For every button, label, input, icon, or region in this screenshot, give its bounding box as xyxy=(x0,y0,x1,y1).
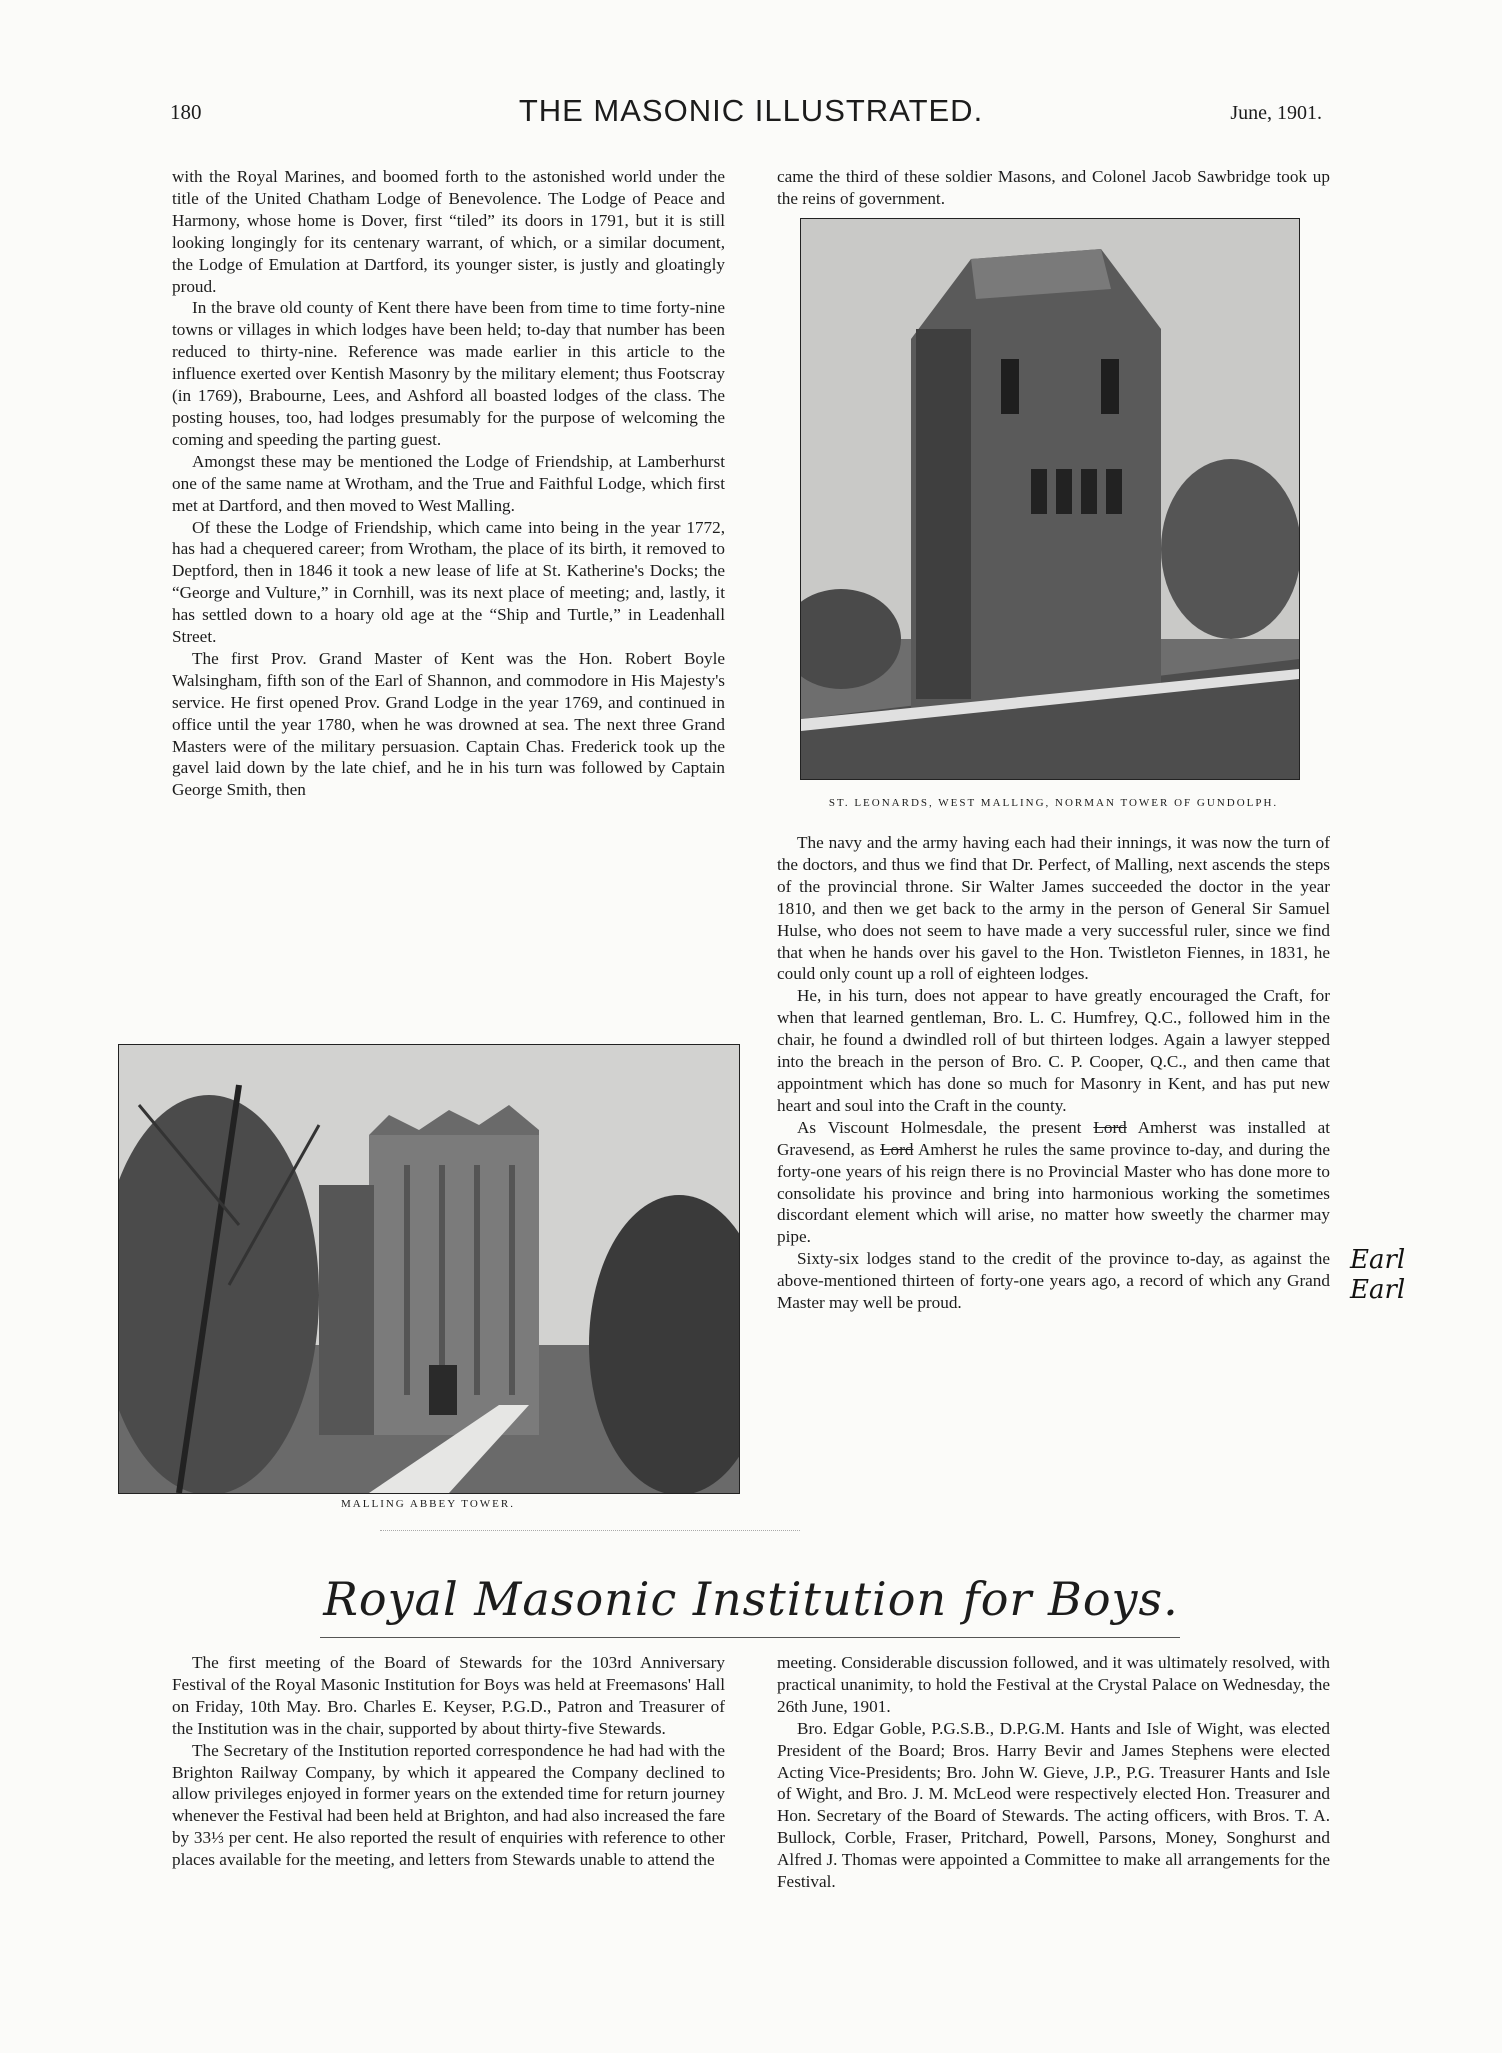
heading-underline xyxy=(320,1637,1180,1638)
malling-abbey-tower-photo xyxy=(118,1044,740,1494)
article-paragraph: The navy and the army having each had their innings, it was now the turn of the doctors, and thus we find that Dr. Perfect, of Malling, next ascends the steps of the provincial throne. Sir Walter James succeeded the doctor in the year 1810, and then we get back to the army in the person of General Sir Samuel Hulse, who does not seem to have made a very successful ruler, since we find that when he hands over his gavel to the Hon. Twistleton Fiennes, in 1831, he could only count up a roll of eighteen lodges. xyxy=(777,833,1330,984)
article-paragraph: with the Royal Marines, and boomed forth to the astonished world under the title of the United Chatham Lodge of Benevolence. The Lodge of Peace and Harmony, whose home is Dover, first “tiled” its doors in 1791, but it is still looking longingly for its centenary warrant, of which, or a similar document, the Lodge of Emulation at Dartford, its younger sister, is justly and gloatingly proud. xyxy=(172,167,725,296)
article-right-intro xyxy=(777,166,1330,210)
margin-note-earl: Earl xyxy=(1350,1275,1406,1305)
article-paragraph: He, in his turn, does not appear to have greatly encouraged the Craft, for when that learned gentleman, Bro. L. C. Humfrey, Q.C., followed him in the chair, he found a dwindled roll of but thirteen lodges. Again a lawyer stepped into the breach in the person of Bro. C. P. Cooper, Q.C., and then came that appointment which has done so much for Masonry in Kent, and has put new heart and soul into the Craft in the county. xyxy=(777,986,1330,1115)
divider-rule xyxy=(380,1530,800,1531)
issue-date: June, 1901. xyxy=(1230,102,1322,124)
section-paragraph: Bro. Edgar Goble, P.G.S.B., D.P.G.M. Hants and Isle of Wight, was elected President of the Board; Bros. Harry Bevir and James Stephens were elected Acting Vice-Presidents; Bro. John W. Gieve, J.P., P.G. Treasurer Hants and Isle of Wight, and Bro. J. M. McLeod were respectively elected Hon. Treasurer and Hon. Secretary of the Board of Stewards. The acting officers, with Bros. T. A. Bullock, Corble, Fraser, Pritchard, Powell, Parsons, Money, Songhurst and Alfred J. Thomas were appointed a Committee to make all arrangements for the Festival. xyxy=(777,1718,1330,1892)
article-paragraph: Of these the Lodge of Friendship, which came into being in the year 1772, has had a chequered career; from Wrotham, the place of its birth, it removed to Deptford, then in 1846 it took a new lease of life at St. Katherine's Docks; the “George and Vulture,” in Cornhill, was its next place of meeting; and, lastly, it has settled down to a hoary old age at the “Ship and Turtle,” in Leadenhall Street. xyxy=(172,517,725,647)
section-paragraph: meeting. Considerable discussion followed, and it was ultimately resolved, with practical unanimity, to hold the Festival at the Crystal Palace on Wednesday, the 26th June, 1901. xyxy=(777,1653,1330,1716)
margin-note-earl: Earl xyxy=(1350,1245,1406,1275)
malling-abbey-caption: MALLING ABBEY TOWER. xyxy=(341,1498,515,1510)
struck-word: Lord xyxy=(880,1139,914,1159)
article-paragraph: Sixty-six lodges stand to the credit of the province to-day, as against the above-mentioned thirteen of forty-one years ago, a record of which any Grand Master may well be proud. xyxy=(777,1249,1330,1313)
section-paragraph: The Secretary of the Institution reported correspondence he had had with the Brighton Railway Company, by which it appeared the Company declined to allow privileges enjoyed in former years on the extended time for return journey whenever the Festival had been held at Brighton, and had also increased the fare by 33⅓ per cent. He also reported the result of enquiries with reference to other places available for the meeting, and letters from Stewards unable to attend the xyxy=(172,1740,725,1870)
article-paragraph: Amongst these may be mentioned the Lodge of Friendship, at Lamberhurst one of the same name at Wrotham, and the True and Faithful Lodge, which first met at Dartford, and then moved to West Malling. xyxy=(172,451,725,515)
section-left-column xyxy=(172,1652,725,1871)
masthead-title: THE MASONIC ILLUSTRATED. xyxy=(518,93,984,128)
section-right-column xyxy=(777,1652,1330,1893)
st-leonards-tower-photo xyxy=(800,218,1300,780)
struck-word: Lord xyxy=(1093,1117,1127,1137)
article-paragraph: The first Prov. Grand Master of Kent was the Hon. Robert Boyle Walsingham, fifth son of the Earl of Shannon, and commodore in His Majesty's service. He first opened Prov. Grand Lodge in the year 1769, and continued in office until the year 1780, when he was drowned at sea. The next three Grand Masters were of the military persuasion. Captain Chas. Frederick took up the gavel laid down by the late chief, and he in his turn was followed by Captain George Smith, then xyxy=(172,648,725,800)
article-right-column xyxy=(777,832,1330,1314)
page-number: 180 xyxy=(170,100,202,124)
article-paragraph: came the third of these soldier Masons, and Colonel Jacob Sawbridge took up the reins of government. xyxy=(777,167,1330,208)
article-paragraph-holmesdale: As Viscount Holmesdale, the present Lord Amherst was installed at Gravesend, as Lord Amherst he rules the same province to-day, and during the forty-one years of his reign there is no Provincial Master who has done more to consolidate his province and bring into harmonious working the sometimes discordant element which will arise, no matter how sweetly the charmer may pipe. xyxy=(777,1117,1331,1247)
section-heading: Royal Masonic Institution for Boys. xyxy=(323,1572,1179,1626)
section-paragraph: The first meeting of the Board of Stewards for the 103rd Anniversary Festival of the Royal Masonic Institution for Boys was held at Freemasons' Hall on Friday, 10th May. Bro. Charles E. Keyser, P.G.D., Patron and Treasurer of the Institution was in the chair, supported by about thirty-five Stewards. xyxy=(172,1653,725,1738)
article-paragraph: In the brave old county of Kent there have been from time to time forty-nine towns or villages in which lodges have been held; to-day that number has been reduced to thirty-nine. Reference was made earlier in this article to the influence exerted over Kentish Masonry by the military element; thus Footscray (in 1769), Brabourne, Lees, and Ashford all boasted lodges of the class. The posting houses, too, had lodges presumably for the purpose of welcoming the coming and speeding the parting guest. xyxy=(172,298,725,449)
st-leonards-caption: ST. LEONARDS, WEST MALLING, NORMAN TOWER OF GUNDOLPH. xyxy=(828,797,1279,809)
article-left-column xyxy=(172,166,725,801)
